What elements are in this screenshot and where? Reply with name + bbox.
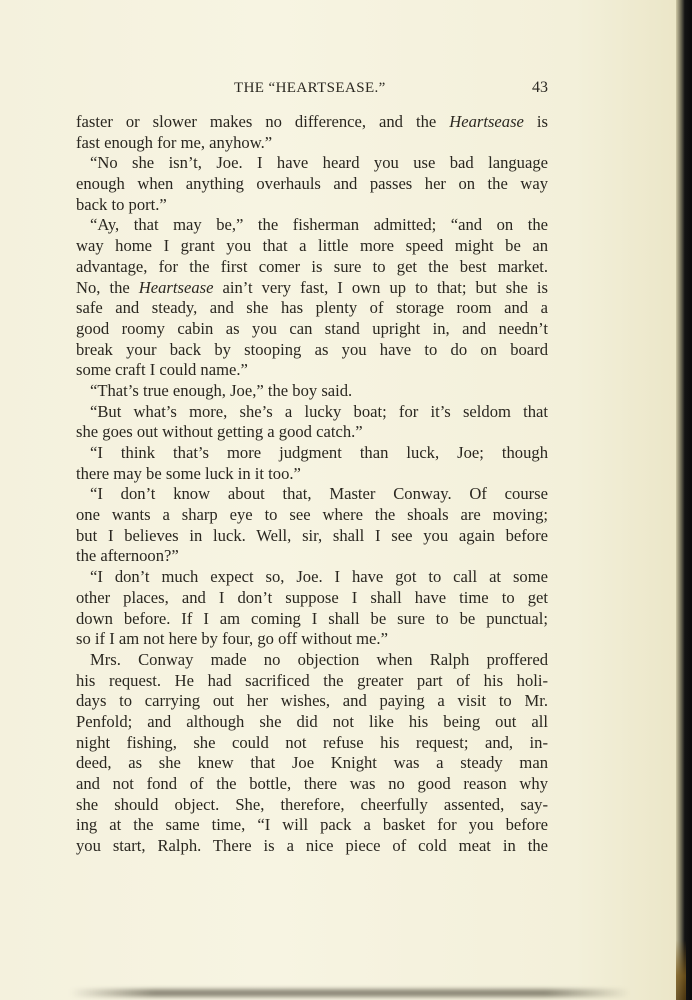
text-line: “That’s true enough, Joe,” the boy said. (90, 380, 353, 400)
text-line: the afternoon?” (76, 546, 179, 566)
text-line: faster or slower makes no difference, and the Heartsease is (76, 112, 548, 131)
text-line: advantage, for the first comer is sure to get the best market. (76, 256, 548, 276)
page-header (76, 78, 548, 98)
text-line: back to port.” (76, 194, 167, 214)
text-line: safe and steady, and she has plenty of storage room and a (76, 298, 548, 318)
text-line: some craft I could name.” (76, 360, 248, 380)
running-head: THE “HEARTSEASE.” (234, 80, 386, 96)
body-text (76, 112, 548, 857)
text-line: “I think that’s more judgment than luck, Joe; though (90, 443, 548, 462)
page-edge-shadow (676, 0, 692, 1000)
text-line: down before. If I am coming I shall be sure to be punctual; (76, 608, 548, 628)
text-line: break your back by stooping as you have to do on board (76, 339, 548, 359)
text-line: fast enough for me, anyhow.” (76, 132, 273, 152)
text-line: “No she isn’t, Joe. I have heard you use bad language (90, 153, 548, 173)
text-line: but I believes in luck. Well, sir, shall I see you again before (76, 525, 548, 545)
text-line: she goes out without getting a good catch.” (76, 422, 363, 442)
text-line: one wants a sharp eye to see where the shoals are moving; (76, 505, 548, 525)
boat-name-italic: Heartsease (449, 112, 524, 131)
text-line: “I don’t know about that, Master Conway. Of course (90, 484, 548, 504)
text-line: she should object. She, therefore, cheerfully assented, say- (76, 794, 548, 814)
text-line: good roomy cabin as you can stand upright in, and needn’t (76, 318, 548, 338)
text-line: “But what’s more, she’s a lucky boat; for it’s seldom that (90, 401, 548, 421)
text-line: way home I grant you that a little more speed might be an (76, 236, 548, 256)
page-number: 43 (532, 79, 548, 96)
text-line: days to carrying out her wishes, and paying a visit to Mr. (76, 691, 548, 711)
text-line: night fishing, she could not refuse his request; and, in- (76, 732, 548, 752)
text-line: there may be some luck in it too.” (76, 463, 301, 483)
text-line: you start, Ralph. There is a nice piece of cold meat in the (76, 836, 548, 856)
page-bottom-shadow (70, 989, 630, 997)
text-line: “I don’t much expect so, Joe. I have got to call at some (90, 567, 548, 587)
text-line: enough when anything overhauls and passes her on the way (76, 174, 548, 194)
text-line: other places, and I don’t suppose I shall have time to get (76, 587, 548, 607)
text-line: and not fond of the bottle, there was no good reason why (76, 774, 548, 793)
boat-name-italic: Heartsease (138, 277, 214, 297)
text-line: Penfold; and although she did not like his being out all (76, 711, 548, 731)
page-edge-stain (676, 940, 686, 1000)
text-line: Mrs. Conway made no objection when Ralph proffered (90, 649, 548, 669)
text-line: so if I am not here by four, go off without me.” (76, 629, 388, 649)
text-line: ing at the same time, “I will pack a basket for you before (76, 815, 548, 835)
text-line: deed, as she knew that Joe Knight was a steady man (76, 753, 548, 773)
text-line: his request. He had sacrificed the greater part of his holi- (76, 670, 548, 690)
text-line: No, the Heartsease ain’t very fast, I own up to that; but she is (76, 277, 549, 297)
text-line: “Ay, that may be,” the fisherman admitted; “and on the (90, 215, 548, 235)
